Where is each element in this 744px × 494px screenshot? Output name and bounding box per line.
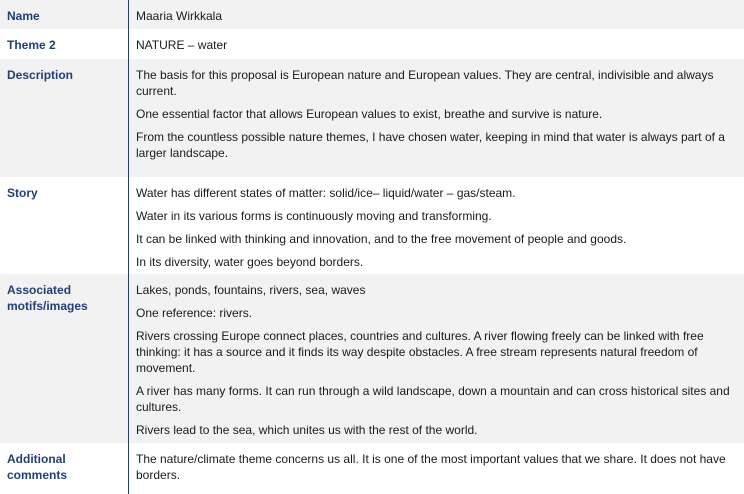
row-name	[0, 0, 744, 29]
row-content	[136, 67, 742, 168]
row-content	[136, 37, 742, 60]
row-label: Theme 2	[7, 38, 56, 52]
row-motifs	[0, 274, 744, 443]
row-text: Rivers crossing Europe connect places, countries and cultures. A river flowing freely can be linked with free thinking: it has a source and it finds its way despite obstacles. A free stream represents natural freedom of movement.	[136, 329, 704, 375]
row-story	[0, 177, 744, 274]
row-description	[0, 59, 744, 177]
row-text: One reference: rivers.	[136, 306, 253, 320]
row-comments	[0, 443, 744, 494]
row-text: Maaria Wirkkala	[136, 9, 223, 23]
row-label: Associated motifs/images	[7, 283, 88, 313]
row-text: One essential factor that allows European values to exist, breathe and survive is nature.	[136, 107, 603, 121]
row-content	[136, 451, 742, 490]
row-label: Additional comments	[7, 452, 68, 482]
row-text: From the countless possible nature themes, I have chosen water, keeping in mind that water is always part of a larger landscape.	[136, 130, 725, 160]
row-text: A river has many forms. It can run through a wild landscape, down a mountain and can cross historical sites and cultures.	[136, 384, 730, 414]
row-label: Name	[7, 9, 40, 23]
row-text: Rivers lead to the sea, which unites us with the rest of the world.	[136, 423, 478, 437]
row-theme	[0, 29, 744, 59]
column-divider	[128, 0, 129, 494]
row-label: Story	[7, 186, 38, 200]
row-text: In its diversity, water goes beyond borders.	[136, 255, 364, 269]
row-content	[136, 8, 742, 31]
row-content	[136, 282, 742, 445]
row-content	[136, 185, 742, 277]
row-text: The basis for this proposal is European nature and European values. They are central, indivisible and always current.	[136, 68, 714, 98]
row-text: Water has different states of matter: solid/ice– liquid/water – gas/steam.	[136, 186, 516, 200]
row-text: NATURE – water	[136, 38, 228, 52]
row-text: Lakes, ponds, fountains, rivers, sea, waves	[136, 283, 366, 297]
row-text: Water in its various forms is continuously moving and transforming.	[136, 209, 492, 223]
row-text: The nature/climate theme concerns us all. It is one of the most important values that we share. It does not have borders.	[136, 452, 726, 482]
row-text: It can be linked with thinking and innovation, and to the free movement of people and goods.	[136, 232, 627, 246]
row-label: Description	[7, 68, 74, 82]
